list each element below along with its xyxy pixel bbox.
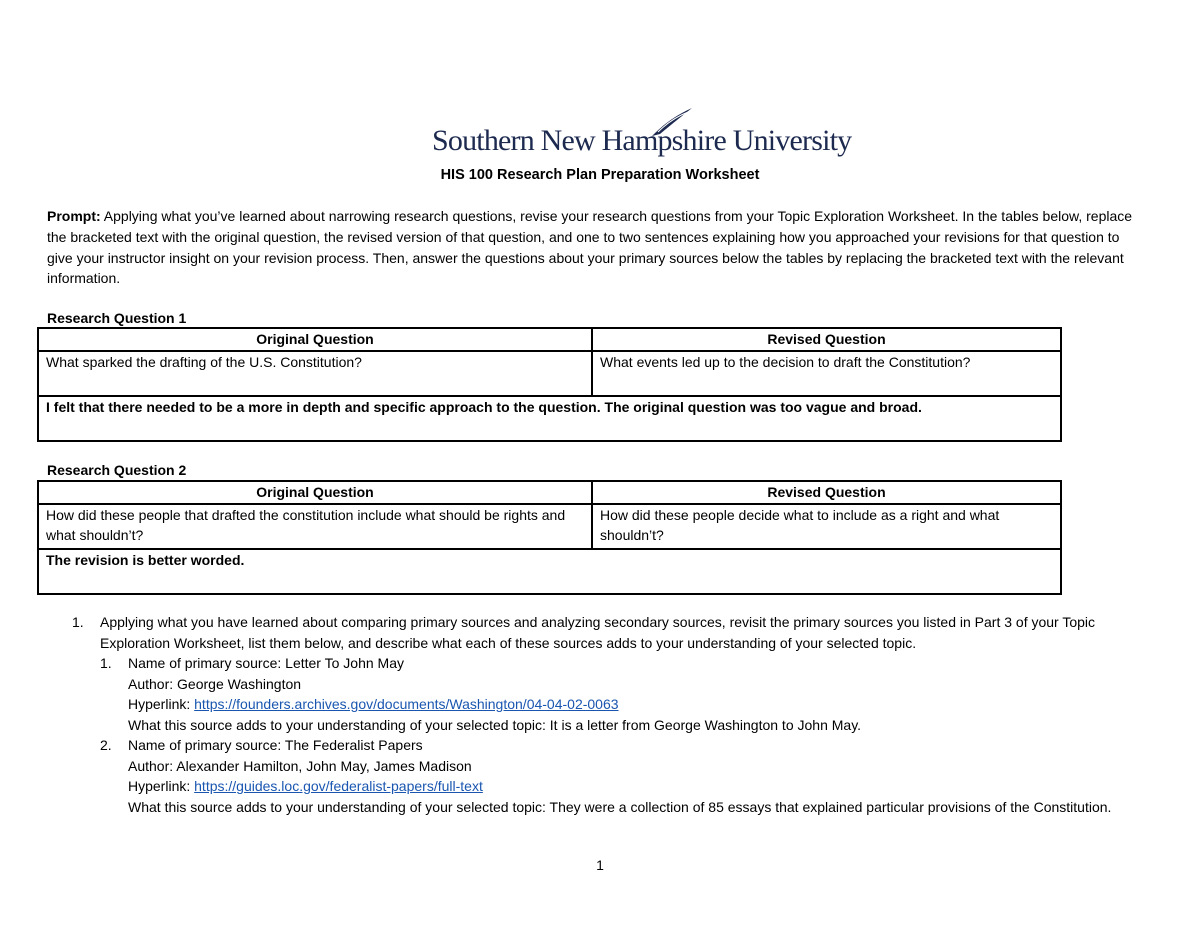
source-hyperlink[interactable]: https://founders.archives.gov/documents/Washington/04-04-02-0063 (194, 696, 619, 712)
source-name-label: Name of primary source: (128, 655, 282, 671)
revised-question-header: Revised Question (592, 481, 1061, 504)
revised-question-cell[interactable]: What events led up to the decision to draft the Constitution? (592, 351, 1061, 396)
research-question-2-label: Research Question 2 (47, 462, 187, 478)
source-link-line (128, 776, 1162, 797)
source-name-label: Name of primary source: (128, 737, 282, 753)
question-text: Applying what you have learned about comparing primary sources and analyzing secondary sources, revisit the primary sources you listed in Part 3 of your Topic Exploration Worksheet, list them below, and describe what each of these sources adds to your understanding of your selected topic. (100, 614, 1096, 651)
research-question-1-table (37, 327, 1062, 442)
source-author-label: Author: (128, 675, 174, 692)
page-title: HIS 100 Research Plan Preparation Worksheet (440, 167, 760, 183)
source-item-2 (100, 735, 1162, 817)
original-question-header: Original Question (38, 328, 592, 351)
source-name[interactable]: Letter To John May (281, 655, 404, 671)
revision-explanation-cell[interactable]: I felt that there needed to be a more in depth and specific approach to the question. The original question was too vague and broad. (38, 396, 1061, 441)
research-question-2-table (37, 480, 1062, 595)
research-question-1-label: Research Question 1 (47, 310, 187, 326)
page-number: 1 (596, 857, 604, 873)
source-adds-label: What this source adds to your understanding of your selected topic: (128, 798, 546, 815)
source-name-line (128, 735, 1162, 756)
list-number: 1. (72, 614, 84, 630)
source-author[interactable]: Alexander Hamilton, John May, James Madison (173, 757, 472, 774)
revised-question-cell[interactable]: How did these people decide what to include as a right and what shouldn’t? (592, 504, 1061, 549)
university-logo (432, 106, 852, 160)
source-author-label: Author: (128, 757, 174, 774)
list-number: 2. (100, 737, 112, 753)
source-item-1 (100, 653, 1162, 735)
original-question-cell[interactable]: How did these people that drafted the constitution include what should be rights and what shouldn’t? (38, 504, 592, 549)
source-name[interactable]: The Federalist Papers (281, 737, 423, 753)
source-author[interactable]: George Washington (173, 675, 302, 692)
revision-explanation-cell[interactable]: The revision is better worded. (38, 549, 1061, 594)
source-adds-label: What this source adds to your understanding of your selected topic: (128, 716, 546, 733)
source-author-line (128, 674, 1162, 695)
revised-question-header: Revised Question (592, 328, 1061, 351)
source-link-label: Hyperlink: (128, 778, 191, 794)
source-link-line (128, 694, 1162, 715)
prompt-label: Prompt: (47, 208, 101, 224)
source-link-label: Hyperlink: (128, 696, 191, 712)
original-question-cell[interactable]: What sparked the drafting of the U.S. Constitution? (38, 351, 592, 396)
source-author-line (128, 756, 1162, 777)
source-adds[interactable]: They were a collection of 85 essays that explained particular provisions of the Constitution. (545, 798, 1112, 815)
original-question-header: Original Question (38, 481, 592, 504)
source-adds-line (128, 797, 1162, 818)
source-adds-line (128, 715, 1162, 736)
list-number: 1. (100, 655, 112, 671)
source-hyperlink[interactable]: https://guides.loc.gov/federalist-papers/full-text (194, 778, 483, 794)
university-name: Southern New Hampshire University (432, 124, 852, 157)
list-item (72, 612, 1162, 817)
source-name-line (128, 653, 1162, 674)
prompt-paragraph (47, 206, 1147, 289)
source-adds[interactable]: It is a letter from George Washington to John May. (545, 716, 862, 733)
primary-sources-section (72, 612, 1162, 817)
prompt-text: Applying what you’ve learned about narrowing research questions, revise your research questions from your Topic Exploration Worksheet. In the tables below, replace the bracketed text with the original question, the revised version of that question, and one to two sentences explaining how you approached your revisions for that question to give your instructor insight on your revision process. Then, answer the questions about your primary sources below the tables by replacing the bracketed text with the relevant information. (47, 208, 1133, 287)
